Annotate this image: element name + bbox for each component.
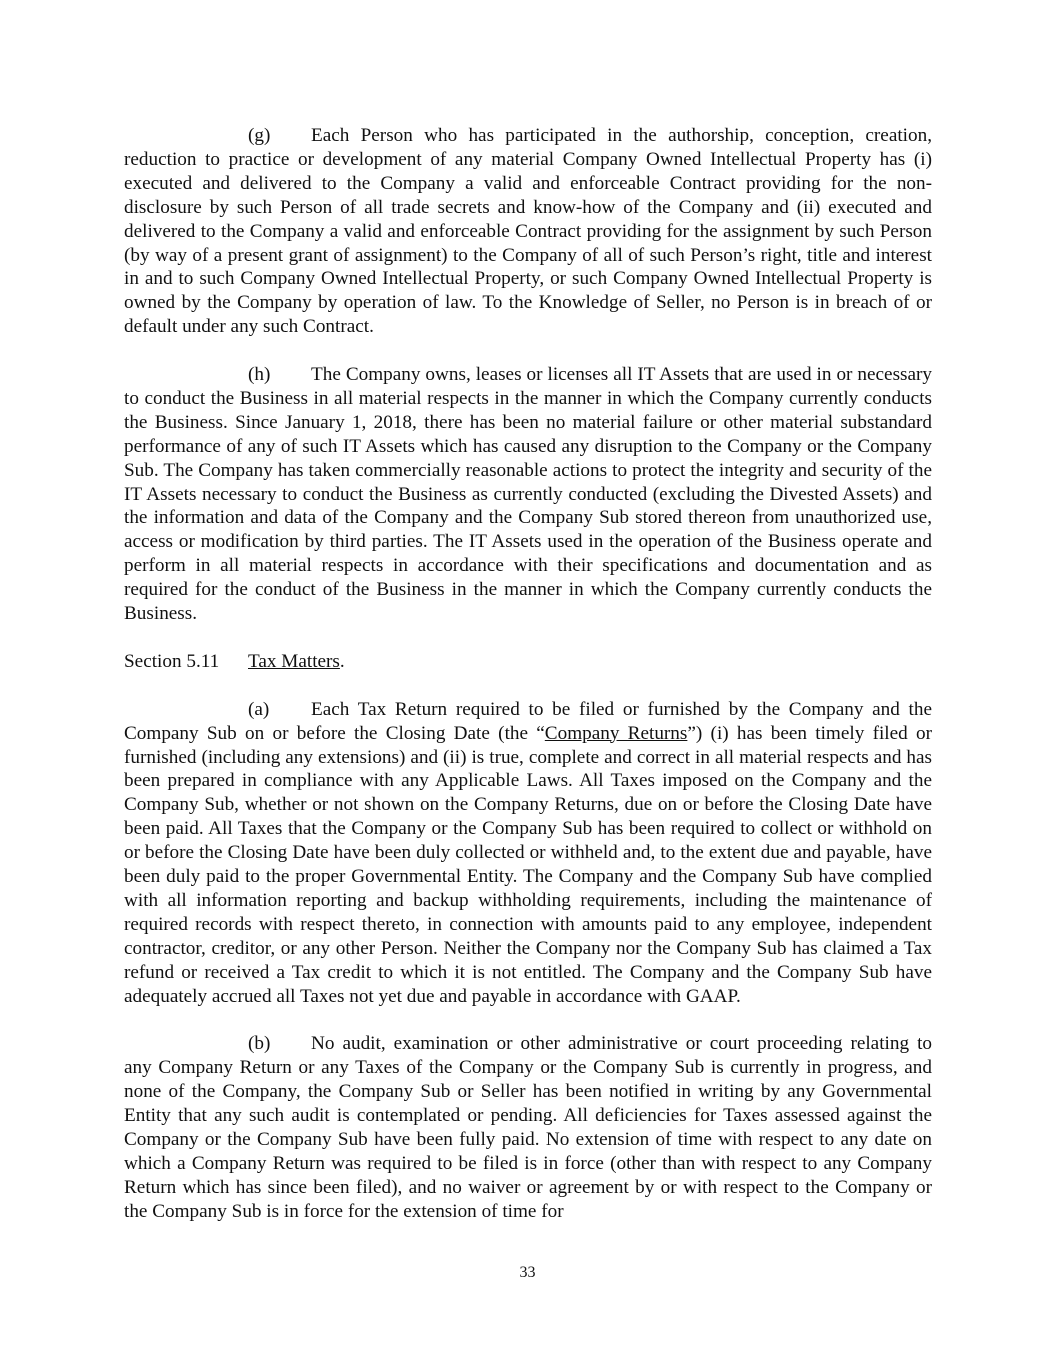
section-title: Tax Matters [248,650,340,672]
paragraph-text-after: ”) (i) has been timely filed or furnished (including any extensions) and (ii) is true, complete and correct in all material respects and has been prepared in compliance with any Applicable Laws. All Taxes imposed on the Company and the Company Sub, whether or not shown on the Company Returns, due on or before the Closing Date have been paid. All Taxes that the Company or the Company Sub has been required to collect or withhold on or before the Closing Date have been duly collected or withheld and, to the extent due and payable, have been duly paid to the proper Governmental Entity. The Company and the Company Sub have complied with all information reporting and backup withholding requirements, including the maintenance of required records with respect thereto, in connection with amounts paid to any employee, independent contractor, creditor, or any other Person. Neither the Company nor the Company Sub has claimed a Tax refund or received a Tax credit to which it is not entitled. The Company and the Company Sub have adequately accrued all Taxes not yet due and payable in accordance with GAAP. [124,722,932,1007]
document-page [124,124,932,1248]
paragraph-a [124,698,932,1009]
paragraph-text: Each Person who has participated in the authorship, conception, creation, reduction to practice or development of any material Company Owned Intellectual Property has (i) executed and delivered to the Company a valid and enforceable Contract providing for the non-disclosure by such Person of all trade secrets and know-how of the Company and (ii) executed and delivered to the Company a valid and enforceable Contract providing for the assignment by such Person (by way of a present grant of assignment) to the Company of all of such Person’s right, title and interest in and to such Company Owned Intellectual Property, or such Company Owned Intellectual Property is owned by the Company by operation of law. To the Knowledge of Seller, no Person is in breach of or default under any such Contract. [124,125,932,338]
paragraph-text: The Company owns, leases or licenses all IT Assets that are used in or necessary to conduct the Business in all material respects in the manner in which the Company currently conducts the Business. Since January 1, 2018, there has been no material failure or other material substandard performance of any of such IT Assets which has caused any disruption to the Company or the Company Sub. The Company has taken commercially reasonable actions to protect the integrity and security of the IT Assets necessary to conduct the Business as currently conducted (excluding the Divested Assets) and the information and data of the Company and the Company Sub stored thereon from unauthorized use, access or modification by third parties. The IT Assets used in the operation of the Business operate and perform in all material respects in accordance with their specifications and documentation and as required for the conduct of the Business in the manner in which the Company currently conducts the Business. [124,364,932,625]
section-heading [124,650,932,674]
paragraph-label: (a) [248,698,270,720]
defined-term: Company Returns [544,722,688,744]
paragraph-b [124,1032,932,1223]
paragraph-text: No audit, examination or other administrative or court proceeding relating to any Company Return or any Taxes of the Company or the Company Sub is currently in progress, and none of the Company, the Company Sub or Seller has been notified in writing by any Governmental Entity that any such audit is contemplated or pending. All deficiencies for Taxes assessed against the Company or the Company Sub have been fully paid. No extension of time with respect to any date on which a Company Return was required to be filed is in force (other than with respect to any Company Return which has since been filed), and no waiver or agreement by or with respect to the Company or the Company Sub is in force for the extension of time for [124,1033,932,1222]
page-number: 33 [519,1264,536,1281]
section-title-suffix: . [339,650,345,672]
paragraph-label: (b) [248,1033,271,1055]
paragraph-label: (g) [248,125,271,146]
paragraph-h [124,363,932,626]
paragraph-label: (h) [248,364,271,386]
section-number: Section 5.11 [124,650,220,672]
paragraph-g [124,124,932,339]
paragraph-text-before: Each Tax Return required to be filed or furnished by the Company and the Company Sub on or before the Closing Date (the “ [124,698,932,744]
